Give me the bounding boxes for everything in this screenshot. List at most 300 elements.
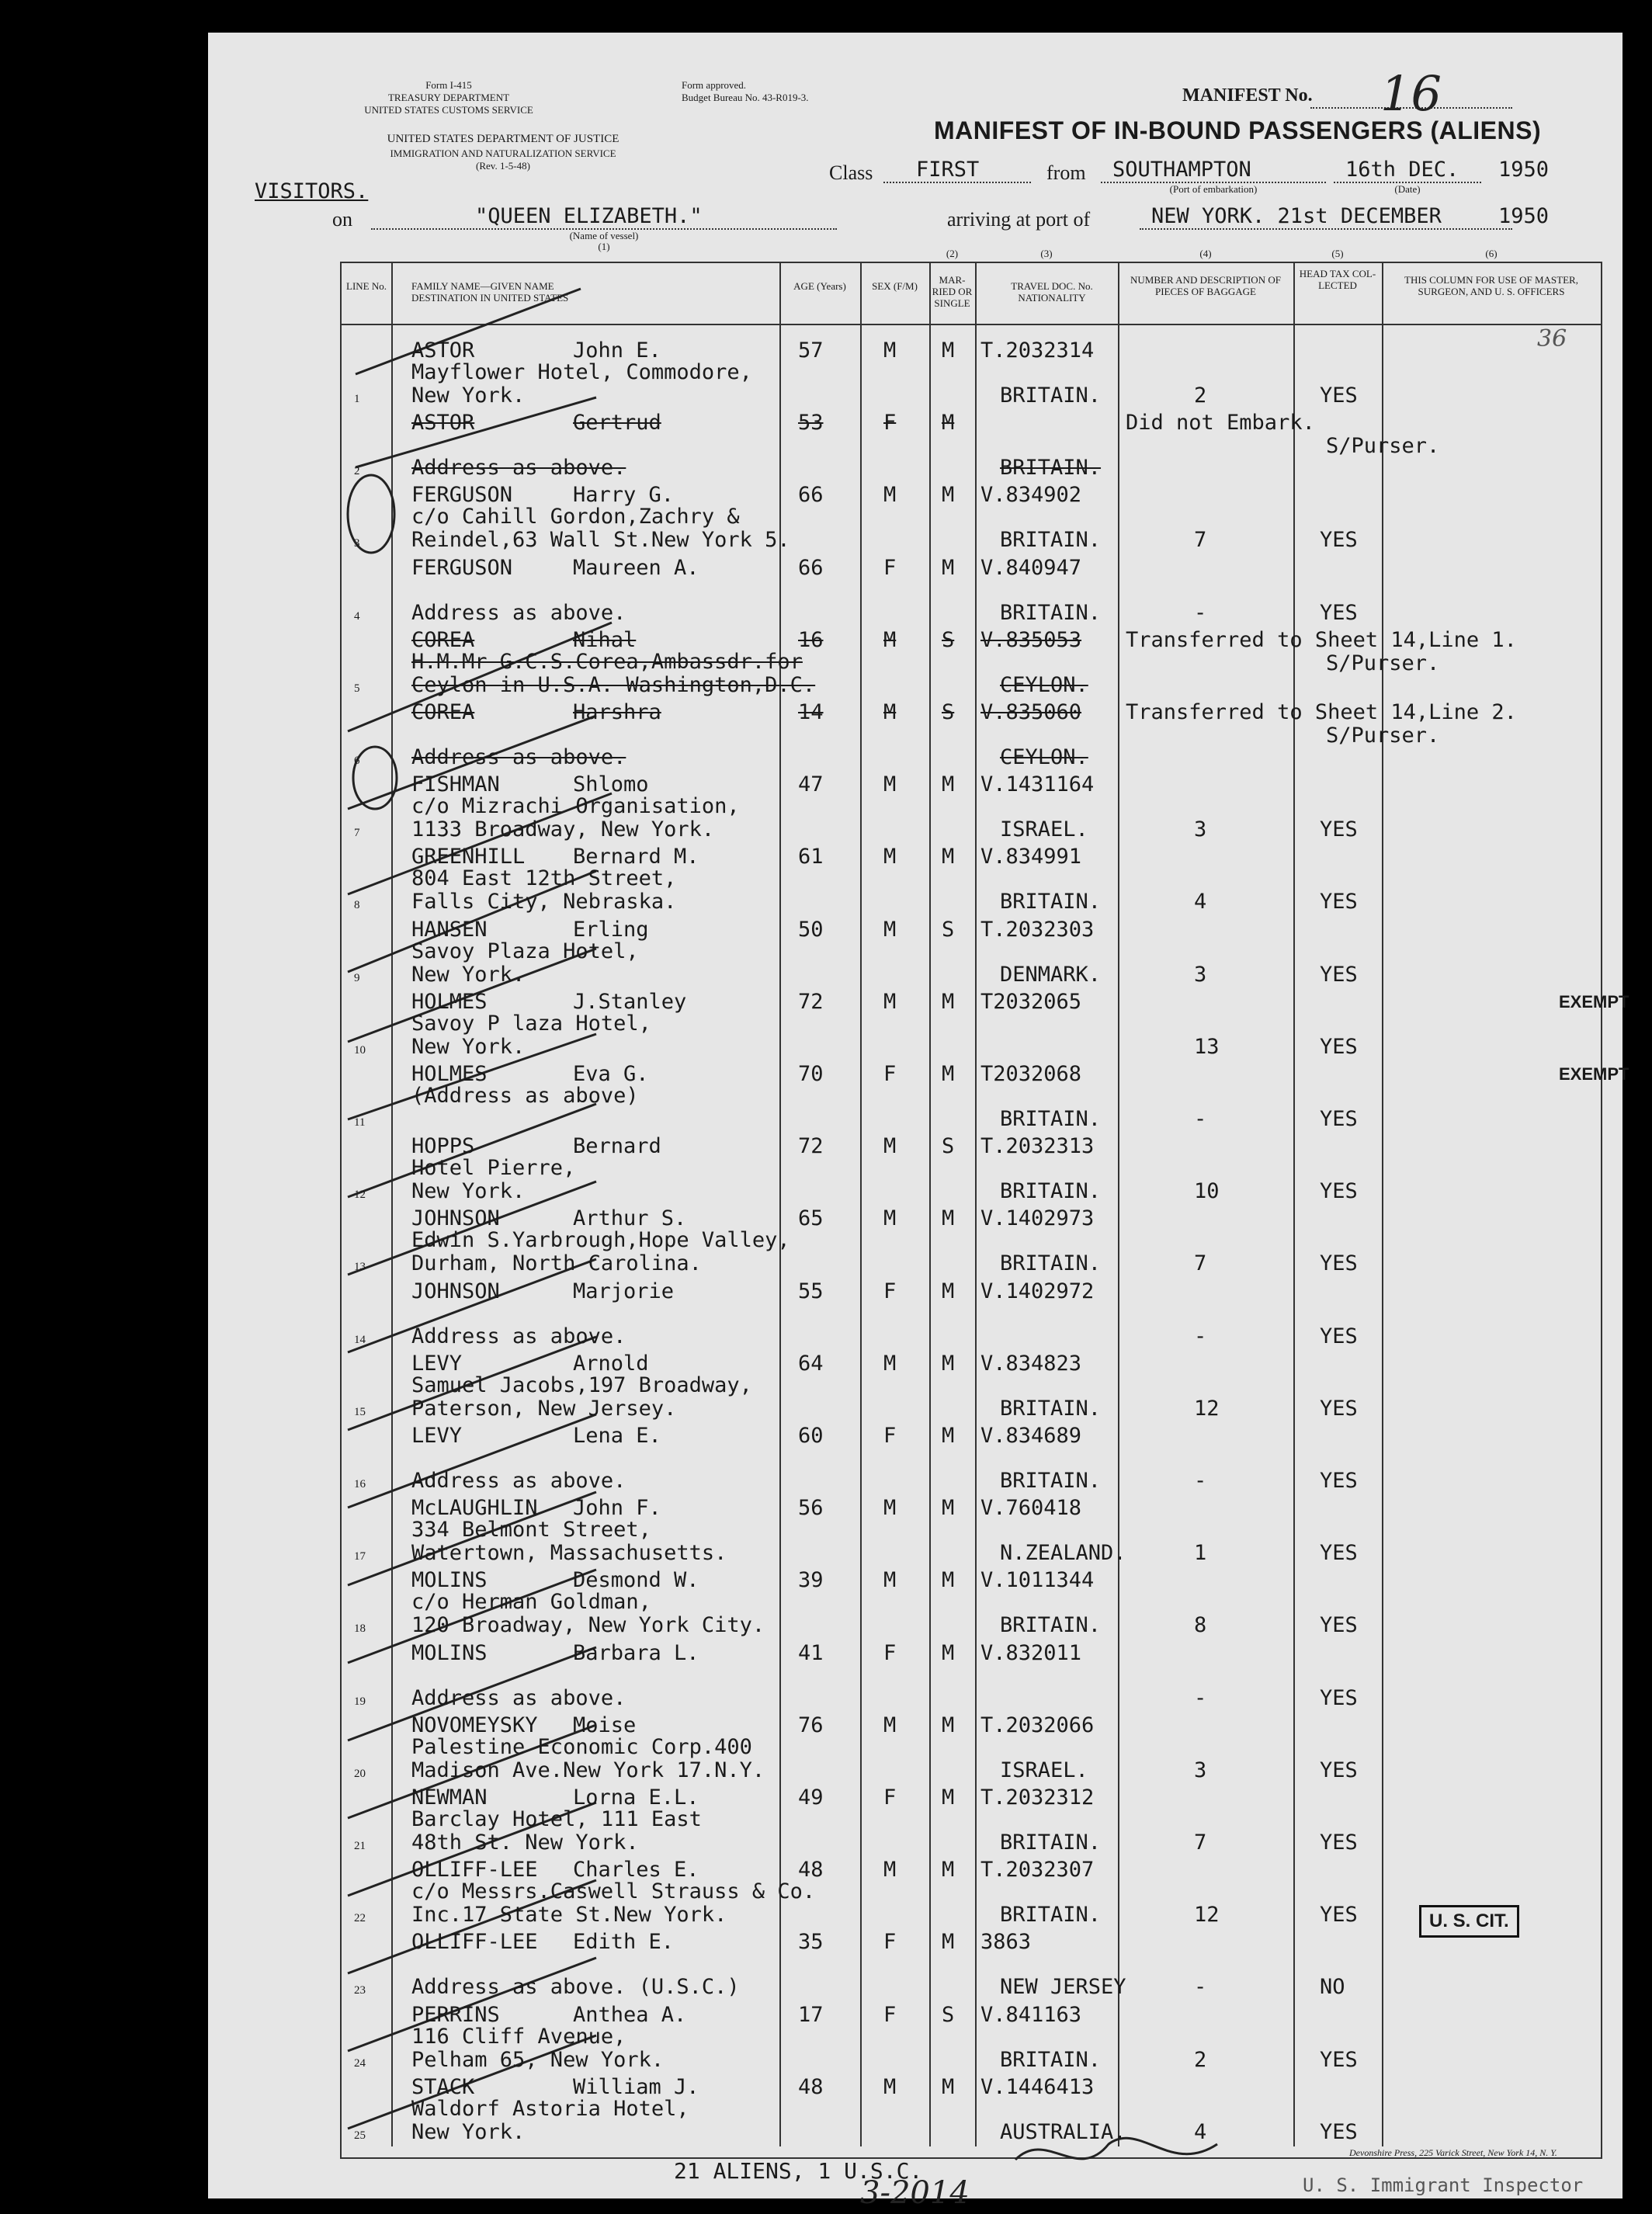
family-name: HANSEN [411, 917, 488, 942]
address-line-1: H.M.Mr G.C.S.Corea,Ambassdr.for [411, 649, 803, 674]
manifest-sheet [208, 33, 1629, 2211]
line-number: 19 [354, 1695, 366, 1708]
manifest-number: 16 [1380, 65, 1442, 122]
head-tax: YES [1320, 1251, 1358, 1276]
line-number: 5 [354, 682, 360, 695]
baggage: 12 [1194, 1903, 1220, 1928]
given-name: Bernard [573, 1134, 661, 1159]
col-num-6: (6) [1485, 248, 1498, 259]
family-name: FISHMAN [411, 772, 500, 797]
ins-service: IMMIGRATION AND NATURALIZATION SERVICE [390, 147, 616, 159]
travel-document: V.834823 [980, 1351, 1082, 1376]
address-line-1: Hotel Pierre, [411, 1156, 576, 1181]
family-name: LEVY [411, 1351, 463, 1376]
address-line-2: Paterson, New Jersey. [411, 1396, 677, 1421]
nationality: NEW JERSEY [1000, 1975, 1126, 2000]
marital-status: M [942, 338, 955, 363]
line-number: 7 [354, 827, 360, 840]
marital-status: M [942, 1496, 955, 1521]
address-line-2: Inc.17 State St.New York. [411, 1903, 727, 1928]
family-name: HOPPS [411, 1134, 475, 1159]
head-tax: YES [1320, 2119, 1358, 2144]
head-tax: YES [1320, 1758, 1358, 1782]
age: 55 [798, 1279, 824, 1303]
travel-document: V.834991 [980, 845, 1082, 869]
address-line-2: Address as above. [411, 1685, 626, 1710]
baggage: - [1194, 1685, 1207, 1710]
baggage: Did not Embark. [1126, 411, 1315, 436]
nationality: AUSTRALIA. [1000, 2119, 1126, 2144]
travel-document: T.2032314 [980, 338, 1095, 363]
nationality: ISRAEL. [1000, 1758, 1088, 1782]
nationality: BRITAIN. [1000, 1469, 1102, 1493]
baggage: - [1194, 1469, 1207, 1493]
marital-status: M [942, 555, 955, 580]
given-name: Charles E. [573, 1858, 699, 1883]
marital-status: S [942, 627, 955, 652]
sex: F [883, 2002, 897, 2027]
travel-document: T2032068 [980, 1062, 1082, 1086]
marital-status: M [942, 483, 955, 508]
given-name: Gertrud [573, 411, 661, 436]
age: 49 [798, 1785, 824, 1810]
head-tax: YES [1320, 817, 1358, 842]
address-line-2: New York. [411, 962, 526, 987]
class-value: FIRST [916, 158, 980, 182]
address-line-2: New York. [411, 2119, 526, 2144]
sex: M [883, 338, 897, 363]
head-tax: YES [1320, 1831, 1358, 1855]
vessel-col-num: (1) [598, 241, 610, 252]
address-line-1: 334 Belmont Street, [411, 1518, 651, 1543]
line-number: 4 [354, 609, 360, 623]
marital-status: M [942, 2074, 955, 2099]
baggage: 7 [1194, 1831, 1207, 1855]
marital-status: M [942, 1930, 955, 1955]
age: 72 [798, 989, 824, 1014]
nationality: BRITAIN. [1000, 1396, 1102, 1421]
sex: M [883, 627, 897, 652]
officer-note: S/Purser. [1326, 434, 1440, 459]
family-name: HOLMES [411, 1062, 488, 1086]
age: 60 [798, 1424, 824, 1448]
baggage: 3 [1194, 1758, 1207, 1782]
nationality: BRITAIN. [1000, 890, 1102, 914]
head-tax: YES [1320, 2047, 1358, 2072]
given-name: Marjorie [573, 1279, 675, 1303]
sex: F [883, 1424, 897, 1448]
given-name: Harshra [573, 700, 661, 724]
given-name: Shlomo [573, 772, 649, 797]
nationality: ISRAEL. [1000, 817, 1088, 842]
family-name: McLAUGHLIN [411, 1496, 538, 1521]
form-number: Form I-415 [425, 79, 472, 91]
marital-status: S [942, 1134, 955, 1159]
marital-status: M [942, 772, 955, 797]
travel-document: T.2032313 [980, 1134, 1095, 1159]
travel-document: V.835053 [980, 627, 1082, 652]
line-number: 14 [354, 1333, 366, 1346]
line-number: 25 [354, 2129, 366, 2142]
nationality: BRITAIN. [1000, 528, 1102, 553]
sex: M [883, 483, 897, 508]
from-label: from [1046, 161, 1086, 184]
travel-document: V.835060 [980, 700, 1082, 724]
given-name: Arnold [573, 1351, 649, 1376]
col-officers: THIS COLUMN FOR USE OF MASTER, SURGEON, AND U. S. OFFICERS [1404, 274, 1578, 297]
address-line-2: New York. [411, 1034, 526, 1059]
marital-status: M [942, 989, 955, 1014]
nationality: BRITAIN. [1000, 383, 1102, 408]
marital-status: M [942, 1206, 955, 1231]
baggage: 3 [1194, 962, 1207, 987]
sex: F [883, 1279, 897, 1303]
form-approved: Form approved. [682, 79, 747, 91]
given-name: Erling [573, 917, 649, 942]
given-name: Desmond W. [573, 1568, 699, 1593]
given-name: John F. [573, 1496, 661, 1521]
vessel-caption: (Name of vessel) [569, 230, 639, 241]
sex: M [883, 1858, 897, 1883]
age: 56 [798, 1496, 824, 1521]
sex: M [883, 1568, 897, 1593]
col-married: MAR- RIED OR SINGLE [932, 274, 973, 309]
address-line-1: Palestine Economic Corp.400 [411, 1734, 752, 1759]
address-line-1: Samuel Jacobs,197 Broadway, [411, 1372, 752, 1397]
age: 76 [798, 1713, 824, 1737]
treasury-dept: TREASURY DEPARTMENT [387, 92, 510, 103]
address-line-2: Address as above. [411, 456, 626, 481]
given-name: Bernard M. [573, 845, 699, 869]
marital-status: M [942, 1640, 955, 1665]
line-number: 10 [354, 1043, 366, 1057]
travel-document: 3863 [980, 1930, 1032, 1955]
travel-document: V.834689 [980, 1424, 1082, 1448]
given-name: Nihal [573, 627, 637, 652]
sex: M [883, 917, 897, 942]
sex: M [883, 989, 897, 1014]
family-name: OLLIFF-LEE [411, 1930, 538, 1955]
travel-document: V.1402973 [980, 1206, 1095, 1231]
col-num-2: (2) [946, 248, 959, 259]
sex: M [883, 1134, 897, 1159]
date-caption: (Date) [1394, 183, 1421, 195]
manifest-label: MANIFEST No. [1182, 85, 1313, 106]
address-line-2: Address as above. [411, 1469, 626, 1493]
head-tax: YES [1320, 1179, 1358, 1204]
given-name: William J. [573, 2074, 699, 2099]
address-line-1: Edwin S.Yarbrough,Hope Valley, [411, 1228, 790, 1253]
col-num-5: (5) [1331, 248, 1344, 259]
line-number: 3 [354, 537, 360, 550]
line-number: 17 [354, 1550, 366, 1563]
check-mark [348, 1414, 596, 1508]
line-number: 6 [354, 755, 360, 767]
col-age: AGE (Years) [793, 280, 846, 292]
address-line-2: Address as above. [411, 745, 626, 769]
marital-status: S [942, 917, 955, 942]
handwritten-number: 3-2014 [860, 2175, 970, 2211]
budget-bureau: Budget Bureau No. 43-R019-3. [682, 92, 809, 103]
travel-document: V.1011344 [980, 1568, 1095, 1593]
family-name: FERGUSON [411, 483, 513, 508]
family-name: MOLINS [411, 1568, 488, 1593]
address-line-1: (Address as above) [411, 1084, 639, 1108]
sex: F [883, 411, 897, 436]
travel-document: V.1431164 [980, 772, 1095, 797]
family-name: HOLMES [411, 989, 488, 1014]
family-name: PERRINS [411, 2002, 500, 2027]
marital-status: M [942, 1279, 955, 1303]
nationality: BRITAIN. [1000, 600, 1102, 625]
port-of-embarkation: SOUTHAMPTON [1112, 158, 1251, 182]
baggage: 7 [1194, 528, 1207, 553]
travel-document: V.832011 [980, 1640, 1082, 1665]
travel-document: T.2032066 [980, 1713, 1095, 1737]
age: 48 [798, 2074, 824, 2099]
marital-status: M [942, 1351, 955, 1376]
embarkation-year: 1950 [1498, 158, 1550, 182]
manifest-title: MANIFEST OF IN-BOUND PASSENGERS (ALIENS) [934, 116, 1542, 144]
col-travel-doc: TRAVEL DOC. No. NATIONALITY [1011, 280, 1093, 304]
head-tax: YES [1320, 962, 1358, 987]
address-line-1: Waldorf Astoria Hotel, [411, 2096, 689, 2121]
col-baggage: NUMBER AND DESCRIPTION OF PIECES OF BAGGAGE [1130, 274, 1281, 297]
marital-status: M [942, 845, 955, 869]
address-line-2: Watertown, Massachusetts. [411, 1541, 727, 1566]
head-tax: NO [1320, 1975, 1345, 2000]
customs-service: UNITED STATES CUSTOMS SERVICE [364, 104, 533, 116]
sex: M [883, 1351, 897, 1376]
address-line-2: Address as above. [411, 1324, 626, 1348]
address-line-2: Address as above. (U.S.C.) [411, 1975, 740, 2000]
officer-note: EXEMPT [1559, 991, 1629, 1012]
baggage: 10 [1194, 1179, 1220, 1204]
line-number: 23 [354, 1984, 366, 1997]
baggage: 8 [1194, 1613, 1207, 1638]
baggage: - [1194, 1107, 1207, 1131]
line-number: 2 [354, 465, 360, 478]
head-tax: YES [1320, 1469, 1358, 1493]
line-number: 22 [354, 1912, 366, 1925]
head-tax: YES [1320, 383, 1358, 408]
line-number: 21 [354, 1840, 366, 1852]
age: 41 [798, 1640, 824, 1665]
sex: M [883, 2074, 897, 2099]
head-tax: YES [1320, 1324, 1358, 1348]
travel-document: T.2032312 [980, 1785, 1095, 1810]
address-line-2: New York. [411, 383, 526, 408]
age: 50 [798, 917, 824, 942]
age: 16 [798, 627, 824, 652]
address-line-1: Savoy Plaza Hotel, [411, 939, 639, 963]
travel-document: T.2032303 [980, 917, 1095, 942]
family-name: ASTOR [411, 411, 475, 436]
given-name: John E. [573, 338, 661, 363]
baggage: 1 [1194, 1541, 1207, 1566]
sex: M [883, 700, 897, 724]
marital-status: M [942, 1062, 955, 1086]
given-name: Edith E. [573, 1930, 675, 1955]
family-name: ASTOR [411, 338, 475, 363]
family-name: OLLIFF-LEE [411, 1858, 538, 1883]
inspector-caption: U. S. Immigrant Inspector [1303, 2174, 1584, 2196]
line-number: 12 [354, 1189, 366, 1202]
on-label: on [332, 208, 352, 231]
address-line-2: Ceylon in U.S.A. Washington,D.C. [411, 672, 816, 697]
line-number: 1 [354, 393, 360, 405]
given-name: Anthea A. [573, 2002, 687, 2027]
marital-status: M [942, 1568, 955, 1593]
marital-status: M [942, 411, 955, 436]
baggage: 2 [1194, 2047, 1207, 2072]
nationality: BRITAIN. [1000, 2047, 1102, 2072]
col-line-no: LINE No. [346, 280, 387, 292]
travel-document: V.1402972 [980, 1279, 1095, 1303]
baggage: - [1194, 1324, 1207, 1348]
sex: F [883, 1640, 897, 1665]
port-caption: (Port of embarkation) [1169, 183, 1258, 195]
head-tax: YES [1320, 1903, 1358, 1928]
arriving-label: arriving at port of [947, 208, 1091, 231]
head-tax: YES [1320, 1685, 1358, 1710]
officer-note: S/Purser. [1326, 724, 1440, 748]
travel-document: T.2032307 [980, 1858, 1095, 1883]
col-head-tax: HEAD TAX COL- LECTED [1299, 268, 1376, 291]
given-name: Lorna E.L. [573, 1785, 699, 1810]
address-line-2: 1133 Broadway, New York. [411, 817, 715, 842]
nationality: CEYLON. [1000, 672, 1088, 697]
given-name: Harry G. [573, 483, 675, 508]
age: 72 [798, 1134, 824, 1159]
family-name: NEWMAN [411, 1785, 488, 1810]
address-line-2: New York. [411, 1179, 526, 1204]
age: 65 [798, 1206, 824, 1231]
address-line-1: 804 East 12th Street, [411, 866, 677, 891]
nationality: BRITAIN. [1000, 1251, 1102, 1276]
age: 35 [798, 1930, 824, 1955]
line-number: 16 [354, 1478, 366, 1490]
marital-status: M [942, 1785, 955, 1810]
class-label: Class [829, 161, 873, 184]
age: 61 [798, 845, 824, 869]
head-tax: YES [1320, 1541, 1358, 1566]
age: 47 [798, 772, 824, 797]
sex: F [883, 1930, 897, 1955]
address-line-1: Barclay Hotel, 111 East [411, 1807, 702, 1831]
travel-document: V.760418 [980, 1496, 1082, 1521]
address-line-2: 48th St. New York. [411, 1831, 639, 1855]
sex: M [883, 1496, 897, 1521]
head-tax: YES [1320, 1613, 1358, 1638]
marital-status: M [942, 1713, 955, 1737]
given-name: J.Stanley [573, 989, 687, 1014]
line-number: 24 [354, 2056, 366, 2070]
age: 17 [798, 2002, 824, 2027]
given-name: Eva G. [573, 1062, 649, 1086]
address-line-1: Mayflower Hotel, Commodore, [411, 360, 752, 384]
nationality: CEYLON. [1000, 745, 1088, 769]
officer-note: 36 [1537, 325, 1567, 352]
line-number: 18 [354, 1622, 366, 1636]
given-name: Barbara L. [573, 1640, 699, 1665]
nationality: BRITAIN. [1000, 1179, 1102, 1204]
us-citizen-stamp: U. S. CIT. [1419, 1905, 1519, 1938]
justice-dept: UNITED STATES DEPARTMENT OF JUSTICE [387, 133, 620, 145]
head-tax: YES [1320, 1107, 1358, 1131]
sex: F [883, 1785, 897, 1810]
printer-imprint: Devonshire Press, 225 Varick Street, New York 14, N. Y. [1349, 2147, 1557, 2158]
baggage: Transferred to Sheet 14,Line 2. [1126, 700, 1517, 724]
baggage: - [1194, 1975, 1207, 2000]
marital-status: M [942, 1424, 955, 1448]
age: 66 [798, 483, 824, 508]
given-name: Moise [573, 1713, 637, 1737]
age: 64 [798, 1351, 824, 1376]
nationality: BRITAIN. [1000, 1903, 1102, 1928]
family-name: GREENHILL [411, 845, 526, 869]
address-line-1: c/o Messrs.Caswell Strauss & Co. [411, 1879, 816, 1904]
baggage: 7 [1194, 1251, 1207, 1276]
age: 66 [798, 555, 824, 580]
nationality: BRITAIN. [1000, 1107, 1102, 1131]
address-line-2: Address as above. [411, 600, 626, 625]
address-line-2: Durham, North Carolina. [411, 1251, 702, 1276]
family-name: NOVOMEYSKY [411, 1713, 538, 1737]
family-name: COREA [411, 627, 475, 652]
family-name: JOHNSON [411, 1279, 500, 1303]
address-line-1: c/o Cahill Gordon,Zachry & [411, 505, 740, 529]
family-name: JOHNSON [411, 1206, 500, 1231]
age: 14 [798, 700, 824, 724]
address-line-2: Pelham 65, New York. [411, 2047, 665, 2072]
visitors-label: VISITORS. [255, 179, 369, 203]
travel-document: V.1446413 [980, 2074, 1095, 2099]
family-name: FERGUSON [411, 555, 513, 580]
baggage: 4 [1194, 890, 1207, 914]
family-name: STACK [411, 2074, 475, 2099]
address-line-2: Reindel,63 Wall St.New York 5. [411, 528, 790, 553]
vessel-name: "QUEEN ELIZABETH." [475, 204, 703, 228]
nationality: N.ZEALAND. [1000, 1541, 1126, 1566]
baggage: 3 [1194, 817, 1207, 842]
revision: (Rev. 1-5-48) [476, 160, 530, 172]
head-tax: YES [1320, 890, 1358, 914]
baggage: 13 [1194, 1034, 1220, 1059]
embarkation-date: 16th DEC. [1345, 158, 1459, 182]
nationality: DENMARK. [1000, 962, 1102, 987]
head-tax: YES [1320, 1034, 1358, 1059]
given-name: Maureen A. [573, 555, 699, 580]
line-number: 13 [354, 1261, 366, 1274]
address-line-1: c/o Mizrachi Organisation, [411, 794, 740, 819]
head-tax: YES [1320, 1396, 1358, 1421]
travel-document: T2032065 [980, 989, 1082, 1014]
head-tax: YES [1320, 528, 1358, 553]
line-number: 15 [354, 1405, 366, 1418]
sex: M [883, 1206, 897, 1231]
col-num-4: (4) [1199, 248, 1212, 259]
address-line-1: c/o Herman Goldman, [411, 1590, 651, 1615]
address-line-2: Falls City, Nebraska. [411, 890, 677, 914]
age: 48 [798, 1858, 824, 1883]
line-number: 20 [354, 1767, 366, 1780]
given-name: Lena E. [573, 1424, 661, 1448]
address-line-2: Madison Ave.New York 17.N.Y. [411, 1758, 765, 1782]
baggage: 2 [1194, 383, 1207, 408]
travel-document: V.841163 [980, 2002, 1082, 2027]
age: 53 [798, 411, 824, 436]
